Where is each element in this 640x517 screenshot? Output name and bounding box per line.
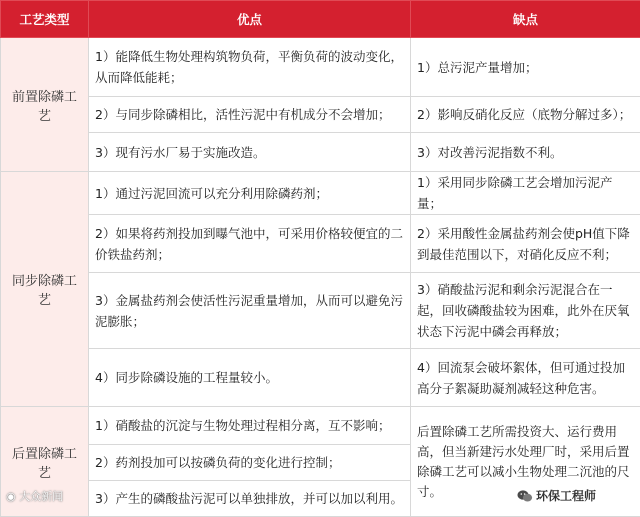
con-cell: 2）采用酸性金属盐药剂会使pH值下降到最佳范围以下，对硝化反应不利； xyxy=(411,215,640,273)
watermark-right xyxy=(517,487,596,504)
header-row xyxy=(1,1,640,38)
watermark-left xyxy=(6,488,63,504)
watermark-left-text: 大众新闻 xyxy=(19,490,63,503)
table-row xyxy=(1,273,640,349)
header-disadvantages: 缺点 xyxy=(411,1,640,38)
table-row xyxy=(1,215,640,273)
con-cell: 3）对改善污泥指数不利。 xyxy=(411,133,640,172)
table-row xyxy=(1,97,640,133)
con-cell: 1）采用同步除磷工艺会增加污泥产量； xyxy=(411,172,640,215)
pro-cell: 2）与同步除磷相比，活性污泥中有机成分不会增加； xyxy=(89,97,411,133)
pro-cell: 4）同步除磷设施的工程量较小。 xyxy=(89,349,411,407)
table-row xyxy=(1,38,640,97)
con-cell: 1）总污泥产量增加； xyxy=(411,38,640,97)
table-row xyxy=(1,407,640,445)
con-cell: 4）回流泵会破坏絮体，但可通过投加高分子絮凝助凝剂减轻这种危害。 xyxy=(411,349,640,407)
watermark-right-text: 环保工程师 xyxy=(536,487,596,504)
table-row xyxy=(1,349,640,407)
category-post-phosphorus: 后置除磷工艺 xyxy=(1,407,89,517)
category-simultaneous-phosphorus: 同步除磷工艺 xyxy=(1,172,89,407)
category-pre-phosphorus: 前置除磷工艺 xyxy=(1,38,89,172)
pro-cell: 1）硝酸盐的沉淀与生物处理过程相分离，互不影响； xyxy=(89,407,411,445)
con-cell: 后置除磷工艺所需投资大、运行费用高，但当新建污水处理厂时，采用后置除磷工艺可以减小生物处理二沉池的尺寸。 xyxy=(411,407,640,517)
wechat-icon xyxy=(517,489,533,503)
pro-cell: 1）能降低生物处理构筑物负荷，平衡负荷的波动变化，从而降低能耗； xyxy=(89,38,411,97)
pro-cell: 3）现有污水厂易于实施改造。 xyxy=(89,133,411,172)
pro-cell: 1）通过污泥回流可以充分利用除磷药剂； xyxy=(89,172,411,215)
pro-cell: 3）产生的磷酸盐污泥可以单独排放，并可以加以利用。 xyxy=(89,481,411,517)
table-row xyxy=(1,133,640,172)
pro-cell: 3）金属盐药剂会使活性污泥重量增加，从而可以避免污泥膨胀； xyxy=(89,273,411,349)
weibo-icon: ◉ xyxy=(6,490,16,503)
pro-cell: 2）如果将药剂投加到曝气池中，可采用价格较便宜的二价铁盐药剂； xyxy=(89,215,411,273)
con-cell: 2）影响反硝化反应（底物分解过多）； xyxy=(411,97,640,133)
table-row xyxy=(1,172,640,215)
pro-cell: 2）药剂投加可以按磷负荷的变化进行控制； xyxy=(89,445,411,481)
con-cell: 3）硝酸盐污泥和剩余污泥混合在一起，回收磷酸盐较为困难，此外在厌氧状态下污泥中磷会再释放； xyxy=(411,273,640,349)
header-process-type: 工艺类型 xyxy=(1,1,89,38)
header-advantages: 优点 xyxy=(89,1,411,38)
